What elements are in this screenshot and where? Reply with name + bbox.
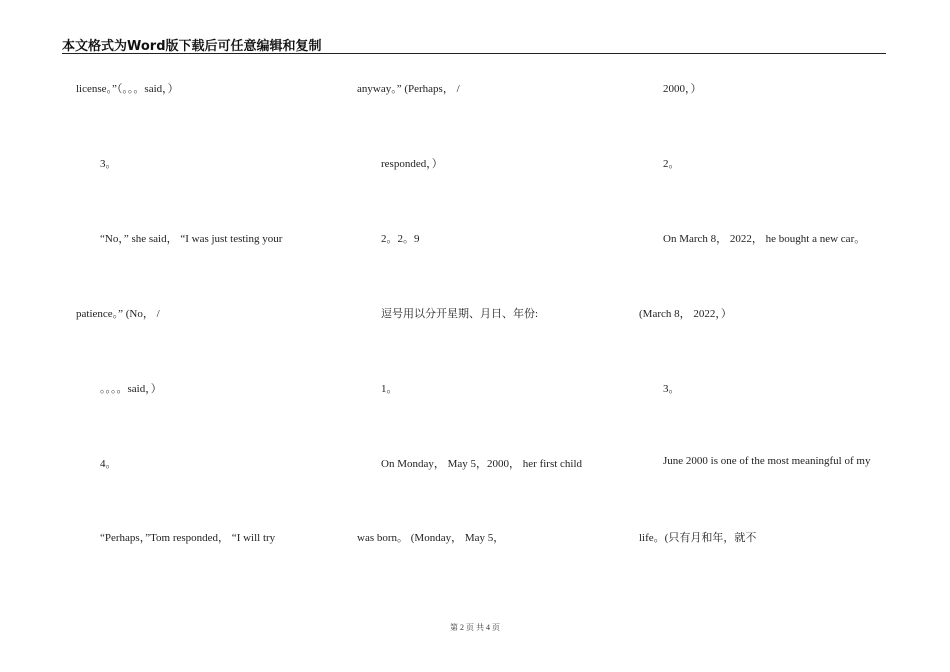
text-line: responded，） xyxy=(381,158,443,170)
text-line: 3。 xyxy=(100,158,117,170)
text-line: anyway。” (Perhaps， / xyxy=(357,83,460,95)
text-line: June 2000 is one of the most meaningful of my xyxy=(663,455,871,467)
text-line: 4。 xyxy=(100,458,117,470)
text-line: license。”（。。。said，） xyxy=(76,83,179,95)
text-line: 2000，） xyxy=(663,83,702,95)
text-line: “No，” she said， “I was just testing your xyxy=(100,233,283,245)
text-line: 3。 xyxy=(663,383,680,395)
text-line: 1。 xyxy=(381,383,398,395)
text-line: 2。 xyxy=(663,158,680,170)
text-line: On Monday， May 5，2000， her first child xyxy=(381,458,583,470)
text-line: 。。。。said，） xyxy=(100,383,162,395)
text-line: 逗号用以分开星期、月日、年份: xyxy=(381,308,539,320)
text-line: life。(只有月和年，就不 xyxy=(639,532,757,544)
text-line: patience。” (No， / xyxy=(76,308,160,320)
document-header xyxy=(62,34,886,54)
text-line: (March 8， 2022，） xyxy=(639,308,732,320)
text-line: “Perhaps，”Tom responded， “I will try xyxy=(100,532,276,544)
text-line: On March 8， 2022， he bought a new car。 xyxy=(663,233,866,245)
page-number-footer: 第 2 页 共 4 页 xyxy=(450,623,500,632)
header-title: 本文格式为Word版下载后可任意编辑和复制 xyxy=(62,39,322,54)
text-line: was born。 (Monday， May 5， xyxy=(357,532,505,544)
text-line: 2。2。9 xyxy=(381,233,420,245)
